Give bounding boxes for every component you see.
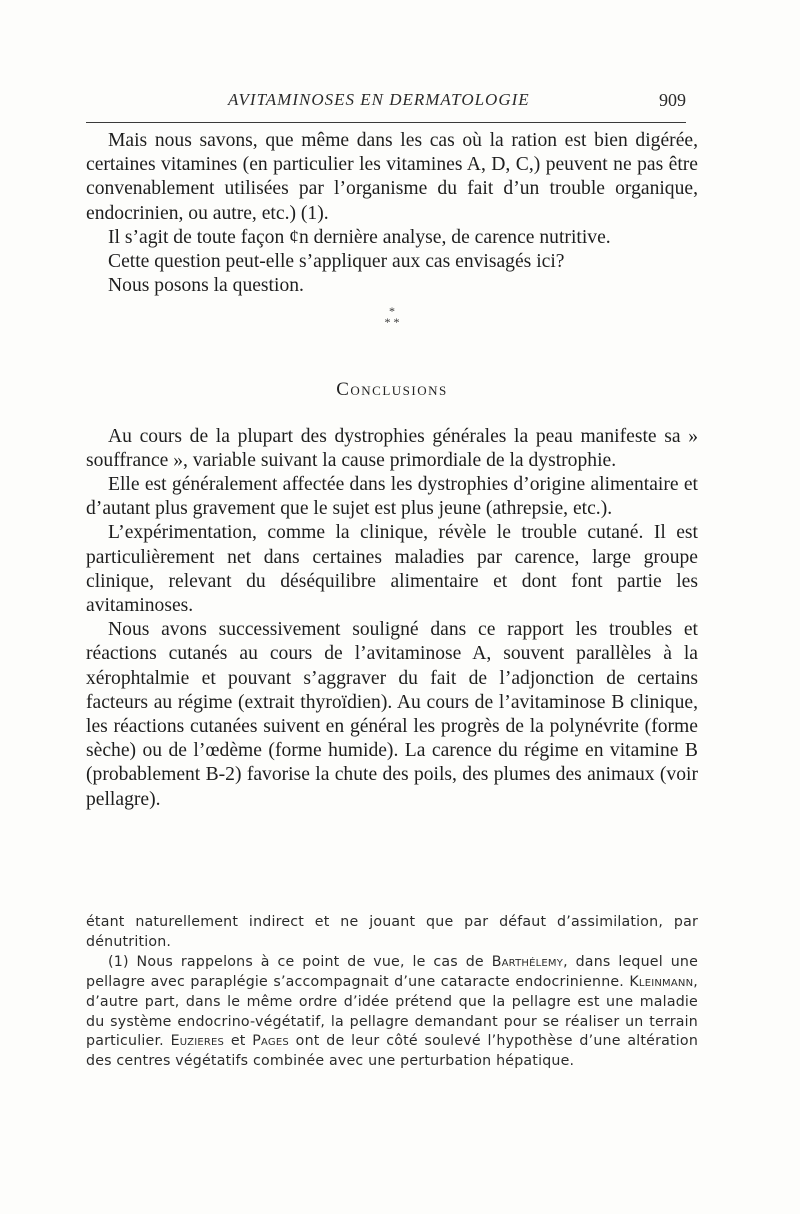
footnotes [86,913,698,1072]
body-paragraph: Nous avons successivement souligné dans ce rapport les troubles et réactions cutanés au cours de l’avitaminose A, souvent parallèles à la xérophtalmie et pouvant s’aggraver du fait de l’adjonction de certains facteurs au régime (extrait thyroïdien). Au cours de l’avitaminose B clinique, les réactions cutanées suivent en général les progrès de la polynévrite (forme sèche) ou de l’œdème (forme humide). La carence du régime en vitamine B (probablement B-2) favorise la chute des poils, des plumes des animaux (voir pellagre). [86,619,698,810]
body-paragraph: Cette question peut-elle s’appliquer aux cas envisagés ici? [108,251,565,273]
running-title: AVITAMINOSES EN DERMATOLOGIE [228,90,530,109]
author-name: Kleinmann [629,973,694,990]
body-paragraph: Au cours de la plupart des dystrophies générales la peau manifeste sa » souffrance », variable suivant la cause primordiale de la dystrophie. [86,425,698,471]
section-heading-conclusions: Conclusions [336,379,448,401]
body-paragraph: L’expérimentation, comme la clinique, révèle le trouble cutané. Il est particulièrement net dans certaines maladies par carence, large groupe clinique, relevant du déséquilibre alimentaire et dont font partie les avitaminoses. [86,522,698,617]
footnote-continuation: étant naturellement indirect et ne jouant que par défaut d’assimilation, par dénutrition. [86,914,698,950]
footnote-text: , dans lequel une pellagre avec paraplégie s’accompagnait d’une cataracte endocrinienne. [86,953,699,990]
body-text [86,129,698,812]
author-name: Pages [252,1033,289,1050]
footnote-text: , d’autre part, dans le même ordre d’idée prétend que la pellagre est une maladie du système endocrino-végétatif, la pellagre demandant pour se réaliser un terrain particulier. [86,973,698,1050]
footnote-text: et [224,1033,253,1050]
asterism-bottom: * * [384,315,400,330]
author-name: Barthélemy [491,953,564,970]
author-name: Euzieres [170,1033,225,1050]
page-number: 909 [659,90,686,110]
asterism-top: * [389,304,395,319]
header-rule [86,122,686,123]
footnote-1 [86,953,698,1072]
body-paragraph: Mais nous savons, que même dans les cas où la ration est bien digérée, certaines vitamines (en particulier les vitamines A, D, C,) peuvent ne pas être convenablement utilisées par l’organisme du fait d’un trouble organique, endocrinien, ou autre, etc.) (1). [86,130,698,224]
body-paragraph: Nous posons la question. [108,275,304,297]
footnote-text: ont de leur côté soulevé l’hypothèse d’une altération des centres végétatifs combinée avec une perturbation hépatique. [86,1033,699,1070]
footnote-text: (1) Nous rappelons à ce point de vue, le cas de [108,953,492,970]
running-head [86,90,686,116]
body-paragraph: Il s’agit de toute façon ¢n dernière analyse, de carence nutritive. [108,226,611,248]
body-paragraph: Elle est généralement affectée dans les dystrophies d’origine alimentaire et d’autant plus gravement que le sujet est plus jeune (athrepsie, etc.). [86,474,698,520]
asterism-separator [86,306,698,362]
